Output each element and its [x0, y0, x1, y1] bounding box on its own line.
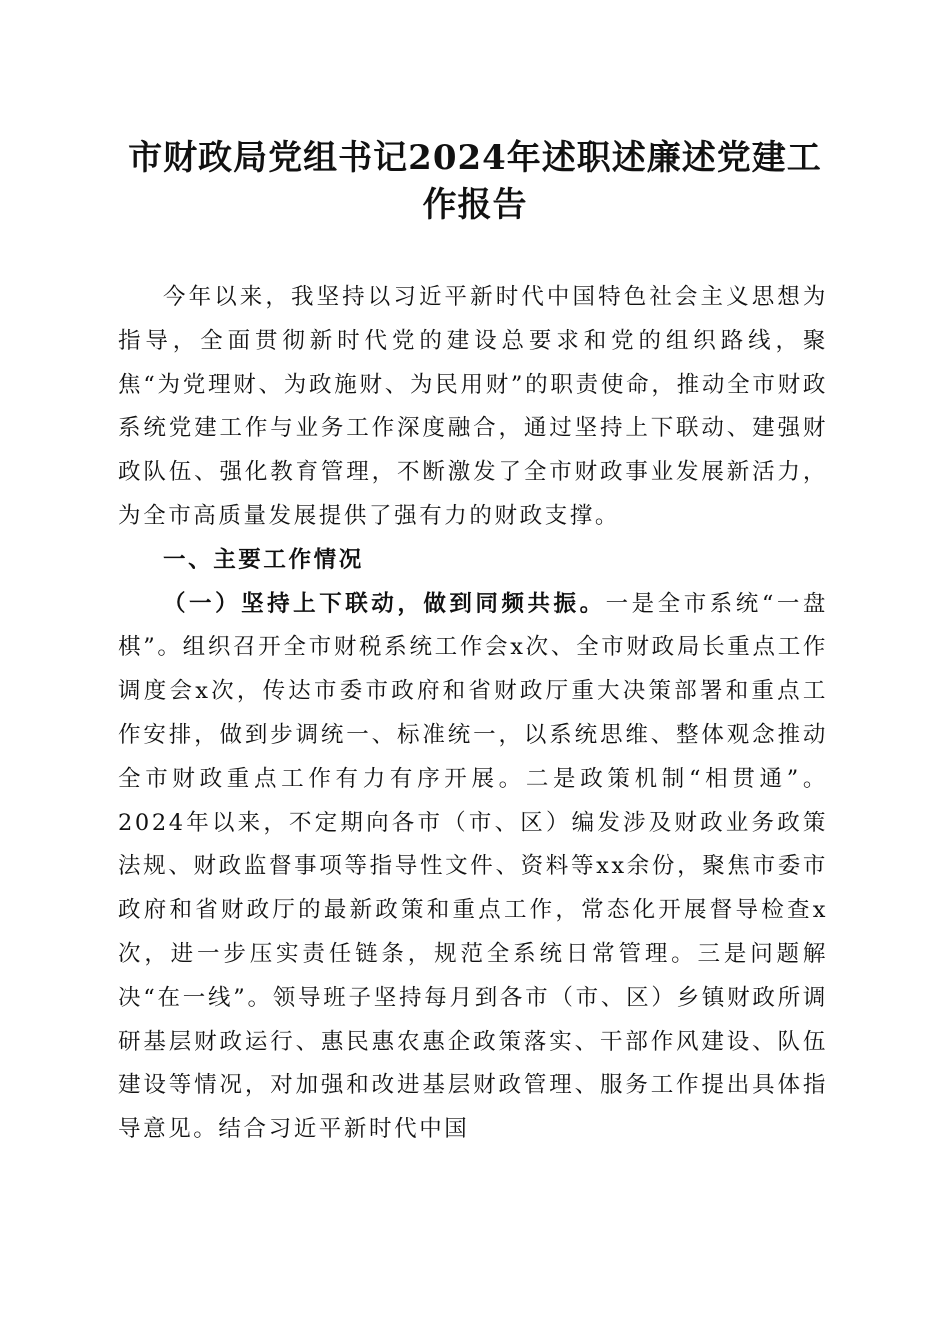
document-body — [118, 276, 828, 1152]
document-title: 市财政局党组书记2024年述职述廉述党建工作报告 — [128, 138, 822, 225]
subsection-body-text: 一是全市系统“一盘棋”。组织召开全市财税系统工作会x次、全市财政局长重点工作调度会x次，传达市委市政府和省财政厅重大决策部署和重点工作安排，做到步调统一、标准统一，以系统思维、整体观念推动全市财政重点工作有力有序开展。二是政策机制“相贯通”。2024年以来，不定期向各市（市、区）编发涉及财政业务政策法规、财政监督事项等指导性文件、资料等xx余份，聚焦市委市政府和省财政厅的最新政策和重点工作，常态化开展督导检查x次，进一步压实责任链条，规范全系统日常管理。三是问题解决“在一线”。领导班子坚持每月到各市（市、区）乡镇财政所调研基层财政运行、惠民惠农惠企政策落实、干部作风建设、队伍建设等情况，对加强和改进基层财政管理、服务工作提出具体指导意见。结合习近平新时代中国 — [118, 590, 828, 1143]
intro-paragraph: 今年以来，我坚持以习近平新时代中国特色社会主义思想为指导，全面贯彻新时代党的建设总要求和党的组织路线，聚焦“为党理财、为政施财、为民用财”的职责使命，推动全市财政系统党建工作与业务工作深度融合，通过坚持上下联动、建强财政队伍、强化教育管理，不断激发了全市财政事业发展新活力，为全市高质量发展提供了强有力的财政支撑。 — [118, 284, 828, 529]
subsection-paragraph — [118, 583, 828, 1152]
subsection-heading: （一）坚持上下联动，做到同频共振。 — [163, 590, 606, 617]
section-heading-main-work: 一、主要工作情况 — [163, 546, 364, 573]
